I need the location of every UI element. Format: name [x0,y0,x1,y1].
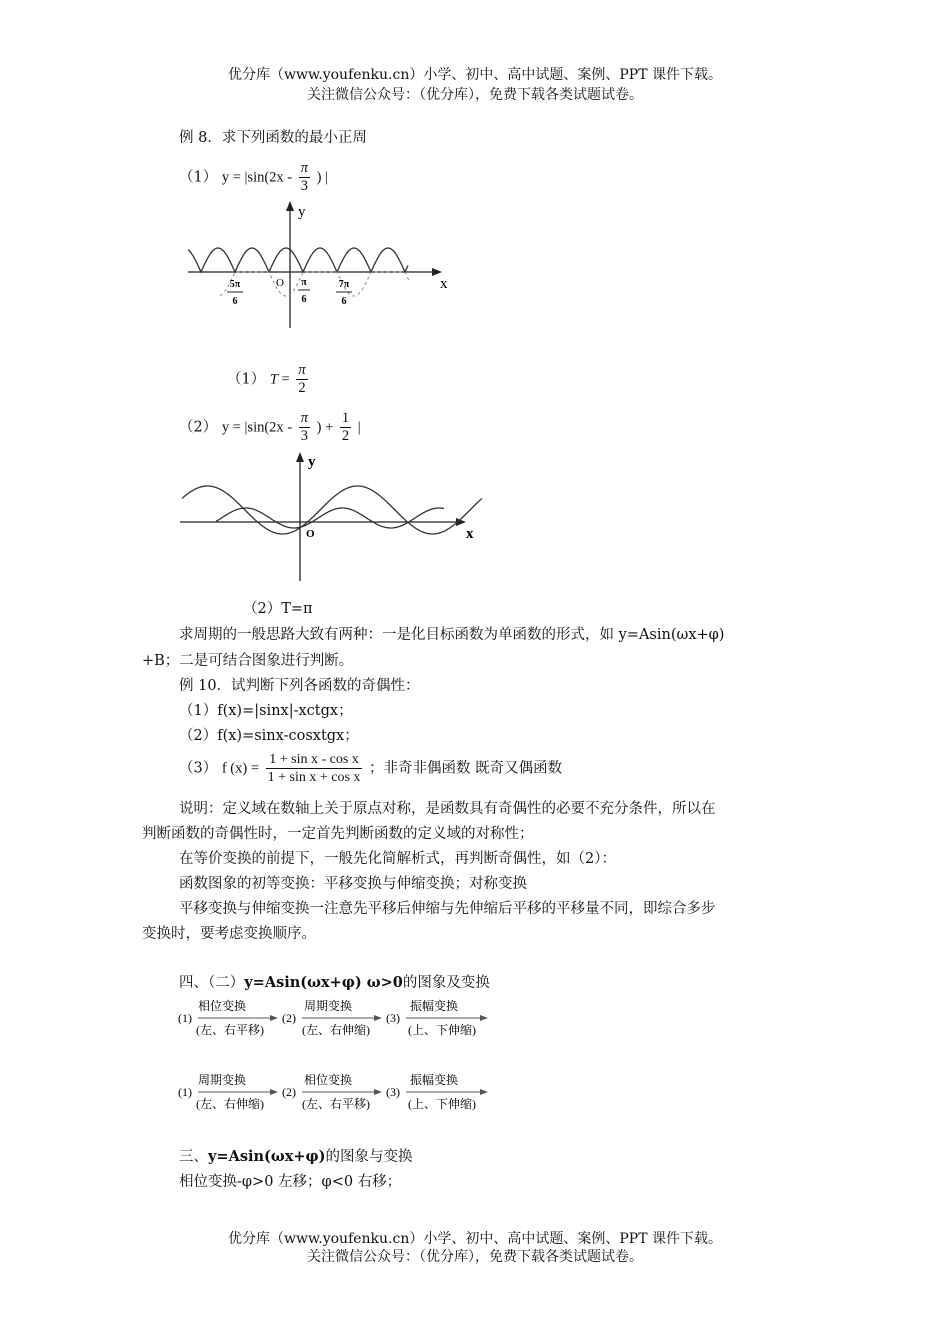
svg-text:(3): (3) [386,1085,400,1099]
graph-1-tick-3 [336,279,352,307]
a1-fraction: $\frac{\pi}{2}$ [298,362,306,396]
svg-text:振幅变换: 振幅变换 [410,1073,459,1087]
graph-1-x-arrow [432,268,442,276]
section-4-heading: 四、（二）y=Asin(ωx+φ) ω>0的图象及变换 [179,974,490,991]
footer-line-2: 关注微信公众号：（优分库），免费下载各类试题试卷。 [307,1249,643,1265]
svg-text:(2): (2) [282,1011,296,1025]
graph-1-y-label: y [298,204,306,220]
svg-text:(左、右平移): (左、右平移) [196,1023,264,1037]
transform-chain-2 [176,1070,506,1116]
note-line-6: 变换时，要考虑变换顺序。 [142,926,316,942]
i3-answer: ；非奇非偶函数 既奇又偶函数 [369,760,563,777]
svg-text:(2): (2) [282,1085,296,1099]
note-line-5: 平移变换与伸缩变换一注意先平移后伸缩与先伸缩后平移的平移量不同，即综合多步 [179,901,716,917]
svg-text:5π: 5π [229,279,241,290]
svg-text:相位变换: 相位变换 [198,999,247,1013]
a1-equals: = [277,371,290,388]
i3-number: （3） [179,760,218,777]
example-8-title: 例 8．求下列函数的最小正周 [179,130,367,146]
svg-text:(左、右伸缩): (左、右伸缩) [196,1097,264,1111]
svg-text:π: π [301,277,307,288]
note-line-3: 在等价变换的前提下，一般先化简解析式，再判断奇偶性，如（2）： [179,851,616,867]
graph-1-x-label: x [440,276,448,292]
q2-expression: y = |sin(2x - [221,419,293,436]
graph-2-x-label: x [466,526,474,542]
example-10-item-1: （1）f(x)=|sinx|-xctgx； [179,703,353,719]
svg-text:(上、下伸缩): (上、下伸缩) [408,1023,476,1037]
q2-expression-mid: ) + [316,419,334,436]
q2-fraction-1: $\frac{\pi}{3}$ [300,410,309,444]
period-method-line-1: 求周期的一般思路大致有两种：一是化目标函数为单函数的形式，如 y=Asin(ωx+φ) [179,627,725,643]
svg-text:(1): (1) [178,1085,192,1099]
transform-chain-1 [176,996,506,1042]
svg-text:6: 6 [232,296,238,307]
note-line-2: 判断函数的奇偶性时，一定首先判断函数的定义域的对称性； [142,826,534,842]
example-8-answer-1 [227,362,310,397]
q1-fraction: $\frac{\pi}{3}$ [300,160,309,194]
example-8-question-1 [179,160,328,195]
graph-1-y-arrow [286,201,294,211]
section-3-heading: 三、y=Asin(ωx+φ)的图象与变换 [179,1148,413,1165]
i3-fraction: $\frac{\text{1 + sin x - cos x}}{\text{1 + sin x + cos x}}$ [267,752,361,785]
graph-1-origin-label: O [276,277,284,289]
i3-lhs: f (x) = [221,760,260,777]
svg-text:(左、右平移): (左、右平移) [302,1097,370,1111]
period-method-line-2: +B；二是可结合图象进行判断。 [142,653,354,669]
note-line-4: 函数图象的初等变换：平移变换与伸缩变换；对称变换 [179,876,527,892]
svg-text:振幅变换: 振幅变换 [410,999,459,1013]
graph-1-tick-1 [227,279,243,307]
graph-1-tick-2 [298,277,310,305]
svg-text:(上、下伸缩): (上、下伸缩) [408,1097,476,1111]
q1-expression: y = |sin(2x - [221,169,293,186]
example-10-item-2: （2）f(x)=sinx-cosxtgx； [179,728,359,744]
example-10-item-3 [179,751,562,786]
svg-text:6: 6 [301,294,307,305]
header-line-2: 关注微信公众号：（优分库），免费下载各类试题试卷。 [307,87,643,103]
q1-number: （1） [179,169,218,186]
graph-2-y-arrow [296,452,304,462]
graph-1 [180,196,460,336]
a1-variable: T [269,371,278,388]
graph-2 [176,446,496,586]
svg-text:周期变换: 周期变换 [304,999,353,1013]
graph-2-origin-label: O [306,528,315,540]
graph-1-sine-curve [220,272,410,296]
svg-text:(左、右伸缩): (左、右伸缩) [302,1023,370,1037]
q2-expression-end: | [357,419,361,436]
header-line-1: 优分库（www.youfenku.cn）小学、初中、高中试题、案例、PPT 课件下载。 [227,67,722,83]
q2-number: （2） [179,419,218,436]
svg-text:6: 6 [341,296,347,307]
graph-2-y-label: y [308,454,316,470]
graph-1-abs-curve [188,248,408,272]
graph-2-curve-abs [216,508,444,528]
note-line-1: 说明：定义域在数轴上关于原点对称，是函数具有奇偶性的必要不充分条件，所以在 [179,801,716,817]
svg-text:7π: 7π [338,279,350,290]
svg-text:(1): (1) [178,1011,192,1025]
example-8-question-2 [179,410,361,445]
svg-text:(3): (3) [386,1011,400,1025]
q1-expression-end: ) | [316,169,328,186]
svg-text:相位变换: 相位变换 [304,1073,353,1087]
a1-number: （1） [227,371,266,388]
q2-fraction-2: $\frac{1}{2}$ [341,410,350,444]
example-10-title: 例 10．试判断下列各函数的奇偶性： [179,678,420,694]
svg-text:周期变换: 周期变换 [198,1073,247,1087]
example-8-answer-2: （2）T=π [243,601,313,617]
footer-line-1: 优分库（www.youfenku.cn）小学、初中、高中试题、案例、PPT 课件下载。 [227,1231,722,1247]
phase-shift-note: 相位变换-φ>0 左移；φ<0 右移； [179,1174,402,1190]
